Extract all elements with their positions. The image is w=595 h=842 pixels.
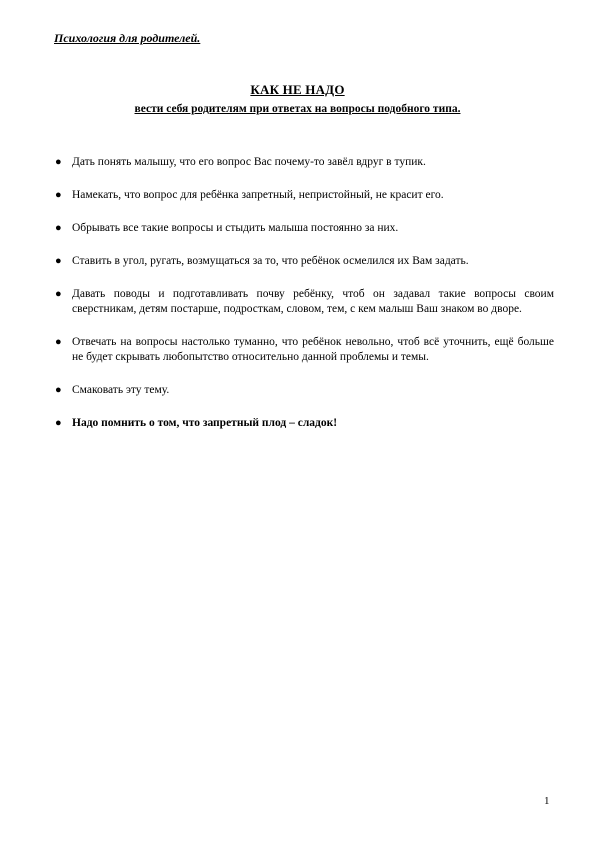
bullet-icon: ●	[55, 189, 62, 201]
list-item	[54, 155, 554, 170]
page-number: 1	[544, 795, 550, 807]
bullet-icon: ●	[55, 156, 62, 168]
list-item	[54, 335, 554, 365]
header-note: Психология для родителей.	[54, 31, 201, 45]
bullet-icon: ●	[55, 384, 62, 396]
list-item	[54, 221, 554, 236]
advice-list	[54, 155, 554, 449]
list-item	[54, 188, 554, 203]
list-item-text: Смаковать эту тему.	[72, 384, 170, 396]
list-item	[54, 383, 554, 398]
page-title: КАК НЕ НАДО	[250, 82, 345, 97]
list-item-text: Надо помнить о том, что запретный плод – сладок!	[72, 417, 338, 429]
list-item-text: Давать поводы и подготавливать почву ребёнку, чтоб он задавал такие вопросы своим сверстникам, детям постарше, подросткам, словом, тем, с кем малыш Ваш знаком во дворе.	[72, 288, 554, 315]
page-subtitle: вести себя родителям при ответах на вопросы подобного типа.	[134, 103, 461, 115]
bullet-icon: ●	[55, 255, 62, 267]
bullet-icon: ●	[55, 417, 62, 429]
bullet-icon: ●	[55, 336, 62, 348]
list-item-text: Дать понять малышу, что его вопрос Вас почему-то завёл вдруг в тупик.	[72, 156, 426, 168]
bullet-icon: ●	[55, 222, 62, 234]
list-item-conclusion	[54, 416, 554, 431]
list-item-text: Обрывать все такие вопросы и стыдить малыша постоянно за них.	[72, 222, 399, 234]
list-item	[54, 254, 554, 269]
list-item-text: Намекать, что вопрос для ребёнка запретный, непристойный, не красит его.	[72, 189, 444, 201]
list-item-text: Отвечать на вопросы настолько туманно, что ребёнок невольно, чтоб всё уточнить, ещё больше не будет скрывать любопытство относительно данной проблемы и темы.	[72, 336, 554, 363]
list-item	[54, 287, 554, 317]
bullet-icon: ●	[55, 288, 62, 300]
list-item-text: Ставить в угол, ругать, возмущаться за то, что ребёнок осмелился их Вам задать.	[72, 255, 469, 267]
